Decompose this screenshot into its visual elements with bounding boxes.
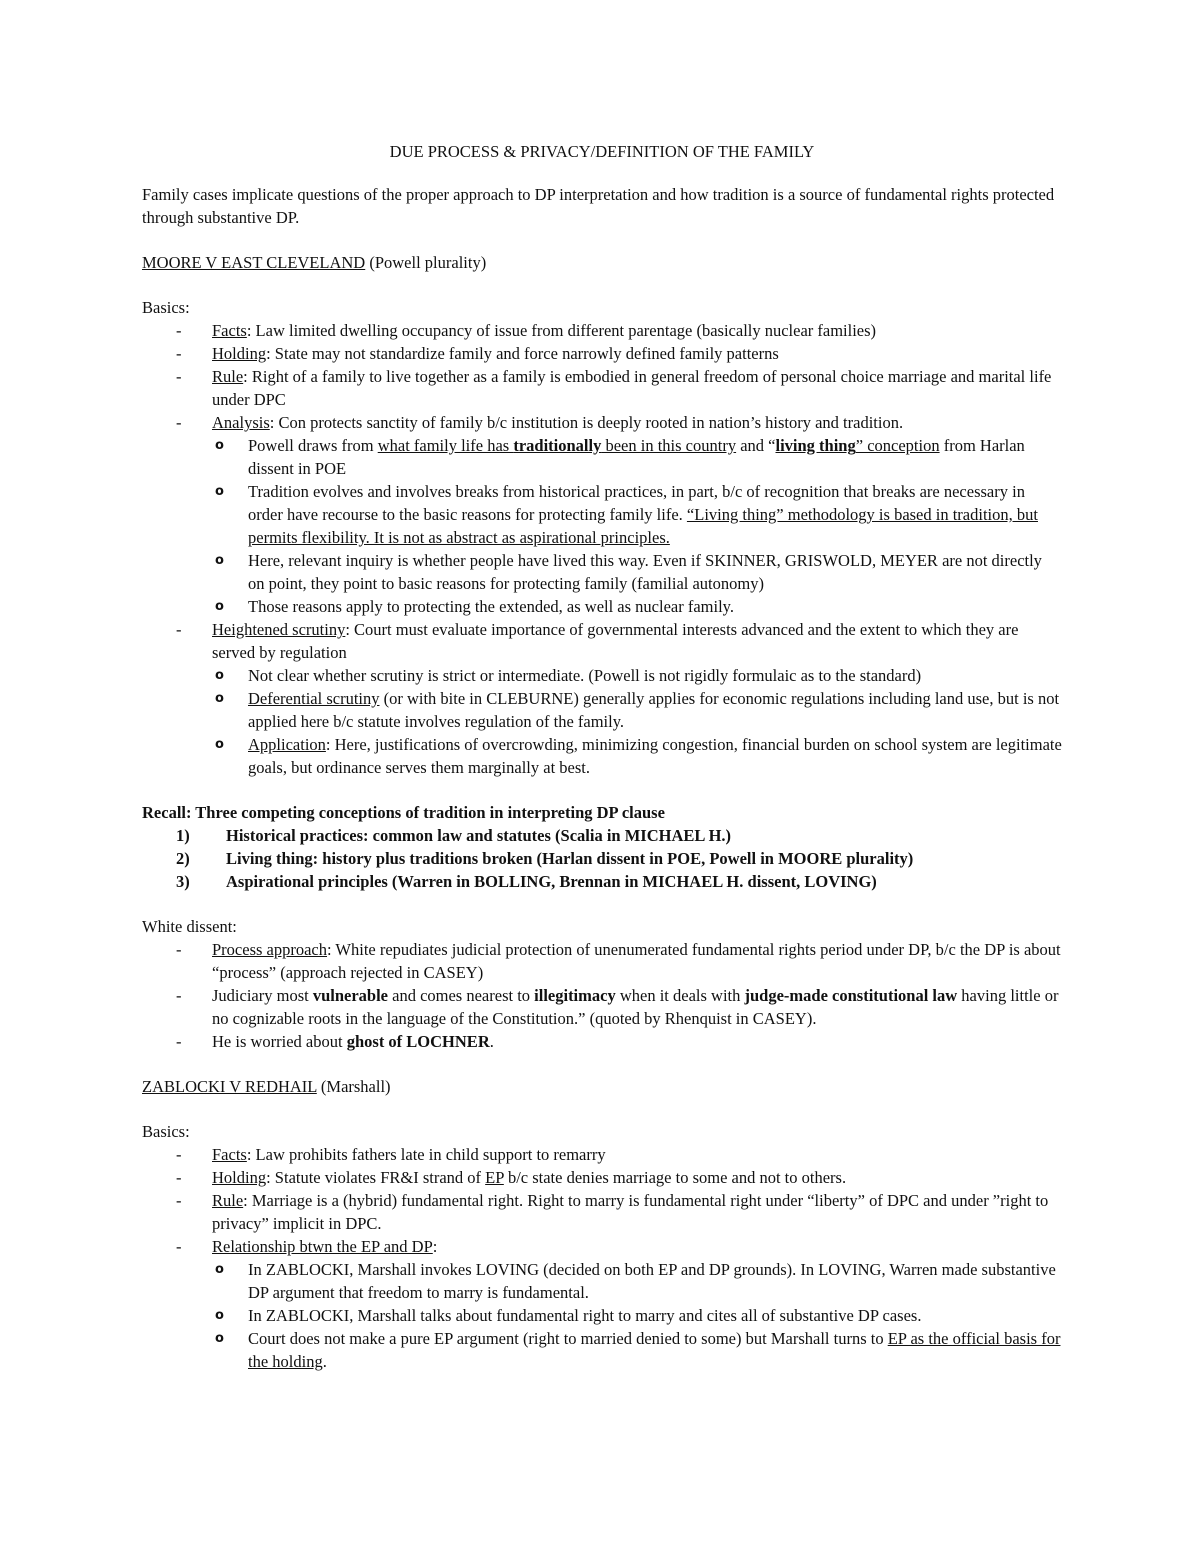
underlined-span: Process approach — [212, 940, 328, 959]
text-span: : — [432, 1237, 438, 1256]
underlined-span: EP — [485, 1168, 504, 1187]
zablocki-case-heading — [142, 1075, 1062, 1098]
zablocki-relationship-item — [142, 1235, 1062, 1373]
circle-bullet: o — [215, 1262, 224, 1277]
recall-list — [142, 824, 1062, 893]
circle-bullet: o — [215, 438, 224, 453]
scrutiny-text: : Court must evaluate importance of governmental interests advanced and the extent to which they are served by regulation — [212, 620, 1019, 662]
dash-bullet: - — [176, 413, 182, 432]
relationship-point-3 — [212, 1327, 1062, 1373]
moore-scrutiny-item — [142, 618, 1062, 779]
list-number: 2) — [176, 849, 190, 868]
zablocki-holding-item — [142, 1166, 1062, 1189]
text-span: when it deals with — [615, 986, 745, 1005]
text-span: and comes nearest to — [388, 986, 535, 1005]
circle-bullet: o — [215, 484, 224, 499]
dash-bullet: - — [176, 1191, 182, 1210]
moore-analysis-item — [142, 411, 1062, 618]
text-span: b/c state denies marriage to some and not to others. — [503, 1168, 847, 1187]
analysis-point-4 — [212, 595, 1062, 618]
moore-basics-list — [142, 319, 1062, 779]
moore-basics-label: Basics: — [142, 298, 190, 317]
dash-bullet: - — [176, 1168, 182, 1187]
moore-case-heading — [142, 251, 1062, 274]
text-span: Those reasons apply to protecting the extended, as well as nuclear family. — [248, 597, 734, 616]
white-dissent-label: White dissent: — [142, 917, 237, 936]
document-page — [142, 140, 1062, 1373]
list-number: 3) — [176, 872, 190, 891]
emphasis-span: illegitimacy — [534, 986, 616, 1005]
white-dissent-list — [142, 938, 1062, 1053]
recall-text: Historical practices: common law and statutes (Scalia in MICHAEL H.) — [226, 826, 732, 845]
circle-bullet: o — [215, 668, 224, 683]
dash-bullet: - — [176, 344, 182, 363]
dash-bullet: - — [176, 1145, 182, 1164]
emphasis-span: ghost of LOCHNER — [346, 1032, 490, 1051]
white-lochner-item — [142, 1030, 1062, 1053]
recall-heading: Recall: Three competing conceptions of tradition in interpreting DP clause — [142, 803, 665, 822]
moore-author: (Powell plurality) — [365, 253, 487, 272]
text-span: having little or no cognizable roots in the language of the Constitution.” (quoted by Rhenquist in CASEY). — [212, 986, 1059, 1028]
dash-bullet: - — [176, 1237, 182, 1256]
text-span: (or with bite in CLEBURNE) generally applies for economic regulations including land use, but is not applied here b/c statute involves regulation of the family. — [248, 689, 1060, 731]
facts-text: : Law prohibits fathers late in child support to remarry — [246, 1145, 606, 1164]
recall-item-2 — [142, 847, 1062, 870]
dash-bullet: - — [176, 940, 182, 959]
analysis-label: Analysis — [212, 413, 270, 432]
underlined-span: been in this country — [601, 436, 737, 455]
recall-text: Living thing: history plus traditions broken (Harlan dissent in POE, Powell in MOORE plurality) — [226, 849, 914, 868]
zablocki-case-name: ZABLOCKI V REDHAIL — [142, 1077, 317, 1096]
underlined-span: ” conception — [855, 436, 940, 455]
analysis-point-2 — [212, 480, 1062, 549]
moore-rule-item — [142, 365, 1062, 411]
text-span: Judiciary most — [212, 986, 313, 1005]
dash-bullet: - — [176, 367, 182, 386]
facts-text: : Law limited dwelling occupancy of issue from different parentage (basically nuclear families) — [246, 321, 877, 340]
text-span: and “ — [736, 436, 776, 455]
underlined-span: “Living thing” methodology is based in tradition, but permits flexibility. It is not as abstract as aspirational principles. — [248, 505, 1038, 547]
underlined-span: Deferential scrutiny — [248, 689, 380, 708]
text-span: : White repudiates judicial protection of unenumerated fundamental rights period under DP, b/c the DP is about “process” (approach rejected in CASEY) — [212, 940, 1061, 982]
dash-bullet: - — [176, 321, 182, 340]
recall-item-1 — [142, 824, 1062, 847]
white-judiciary-item — [142, 984, 1062, 1030]
holding-text: : State may not standardize family and force narrowly defined family patterns — [266, 344, 779, 363]
zablocki-basics-list — [142, 1143, 1062, 1373]
analysis-point-1 — [212, 434, 1062, 480]
text-span: . — [489, 1032, 494, 1051]
intro-paragraph: Family cases implicate questions of the proper approach to DP interpretation and how tradition is a source of fundamental rights protected through substantive DP. — [142, 185, 1055, 227]
relationship-label: Relationship btwn the EP and DP — [212, 1237, 433, 1256]
rule-label: Rule — [212, 1191, 244, 1210]
zablocki-rule-item — [142, 1189, 1062, 1235]
scrutiny-point-1 — [212, 664, 1062, 687]
recall-item-3 — [142, 870, 1062, 893]
circle-bullet: o — [215, 599, 224, 614]
text-span: : Here, justifications of overcrowding, minimizing congestion, financial burden on school system are legitimate goals, but ordinance serves them marginally at best. — [248, 735, 1062, 777]
text-span: He is worried about — [212, 1032, 347, 1051]
emphasis-span: vulnerable — [312, 986, 388, 1005]
text-span: from Harlan dissent in POE — [248, 436, 1025, 478]
analysis-text: : Con protects sanctity of family b/c institution is deeply rooted in nation’s history and tradition. — [269, 413, 904, 432]
rule-text: : Right of a family to live together as a family is embodied in general freedom of personal choice marriage and marital life under DPC — [212, 367, 1052, 409]
text-span: In ZABLOCKI, Marshall invokes LOVING (decided on both EP and DP grounds). In LOVING, Warren made substantive DP argument that freedom to marry is fundamental. — [248, 1260, 1056, 1302]
emphasis-span: judge-made constitutional law — [744, 986, 958, 1005]
text-span: Tradition evolves and involves breaks from historical practices, in part, b/c of recognition that breaks are necessary in order have recourse to the basic reasons for protecting family life. — [248, 482, 1025, 524]
text-span: : Statute violates FR&I strand of — [266, 1168, 486, 1187]
dash-bullet: - — [176, 620, 182, 639]
underlined-span: EP as the official basis for the holding — [248, 1329, 1061, 1371]
facts-label: Facts — [212, 321, 247, 340]
document-title: DUE PROCESS & PRIVACY/DEFINITION OF THE FAMILY — [389, 142, 815, 161]
circle-bullet: o — [215, 1308, 224, 1323]
scrutiny-sublist — [212, 664, 1062, 779]
holding-label: Holding — [212, 344, 267, 363]
scrutiny-label: Heightened scrutiny — [212, 620, 346, 639]
text-span: Powell draws from — [248, 436, 378, 455]
holding-label: Holding — [212, 1168, 267, 1187]
text-span: Court does not make a pure EP argument (right to married denied to some) but Marshall turns to — [248, 1329, 888, 1348]
text-span: In ZABLOCKI, Marshall talks about fundamental right to marry and cites all of substantive DP cases. — [248, 1306, 922, 1325]
relationship-sublist — [212, 1258, 1062, 1373]
circle-bullet: o — [215, 691, 224, 706]
scrutiny-point-2 — [212, 687, 1062, 733]
analysis-sublist — [212, 434, 1062, 618]
rule-label: Rule — [212, 367, 244, 386]
text-span: Not clear whether scrutiny is strict or intermediate. (Powell is not rigidly formulaic as to the standard) — [248, 666, 922, 685]
dash-bullet: - — [176, 986, 182, 1005]
moore-case-name: MOORE V EAST CLEVELAND — [142, 253, 366, 272]
list-number: 1) — [176, 826, 190, 845]
dash-bullet: - — [176, 1032, 182, 1051]
underlined-span: Application — [248, 735, 326, 754]
moore-facts-item — [142, 319, 1062, 342]
white-process-item — [142, 938, 1062, 984]
recall-text: Aspirational principles (Warren in BOLLING, Brennan in MICHAEL H. dissent, LOVING) — [226, 872, 877, 891]
scrutiny-point-3 — [212, 733, 1062, 779]
facts-label: Facts — [212, 1145, 247, 1164]
emphasis-span: traditionally — [513, 436, 602, 455]
moore-holding-item — [142, 342, 1062, 365]
circle-bullet: o — [215, 1331, 224, 1346]
underlined-span: what family life has — [377, 436, 514, 455]
analysis-point-3 — [212, 549, 1062, 595]
circle-bullet: o — [215, 553, 224, 568]
zablocki-basics-label: Basics: — [142, 1122, 190, 1141]
rule-text: : Marriage is a (hybrid) fundamental right. Right to marry is fundamental right under “liberty” of DPC and under ”right to privacy” implicit in DPC. — [212, 1191, 1049, 1233]
relationship-point-1 — [212, 1258, 1062, 1304]
relationship-point-2 — [212, 1304, 1062, 1327]
zablocki-facts-item — [142, 1143, 1062, 1166]
zablocki-author: (Marshall) — [316, 1077, 391, 1096]
text-span: . — [322, 1352, 327, 1371]
emphasis-span: living thing — [775, 436, 856, 455]
text-span: Here, relevant inquiry is whether people have lived this way. Even if SKINNER, GRISWOLD, MEYER are not directly on point, they point to basic reasons for protecting family (familial autonomy) — [248, 551, 1042, 593]
circle-bullet: o — [215, 737, 224, 752]
